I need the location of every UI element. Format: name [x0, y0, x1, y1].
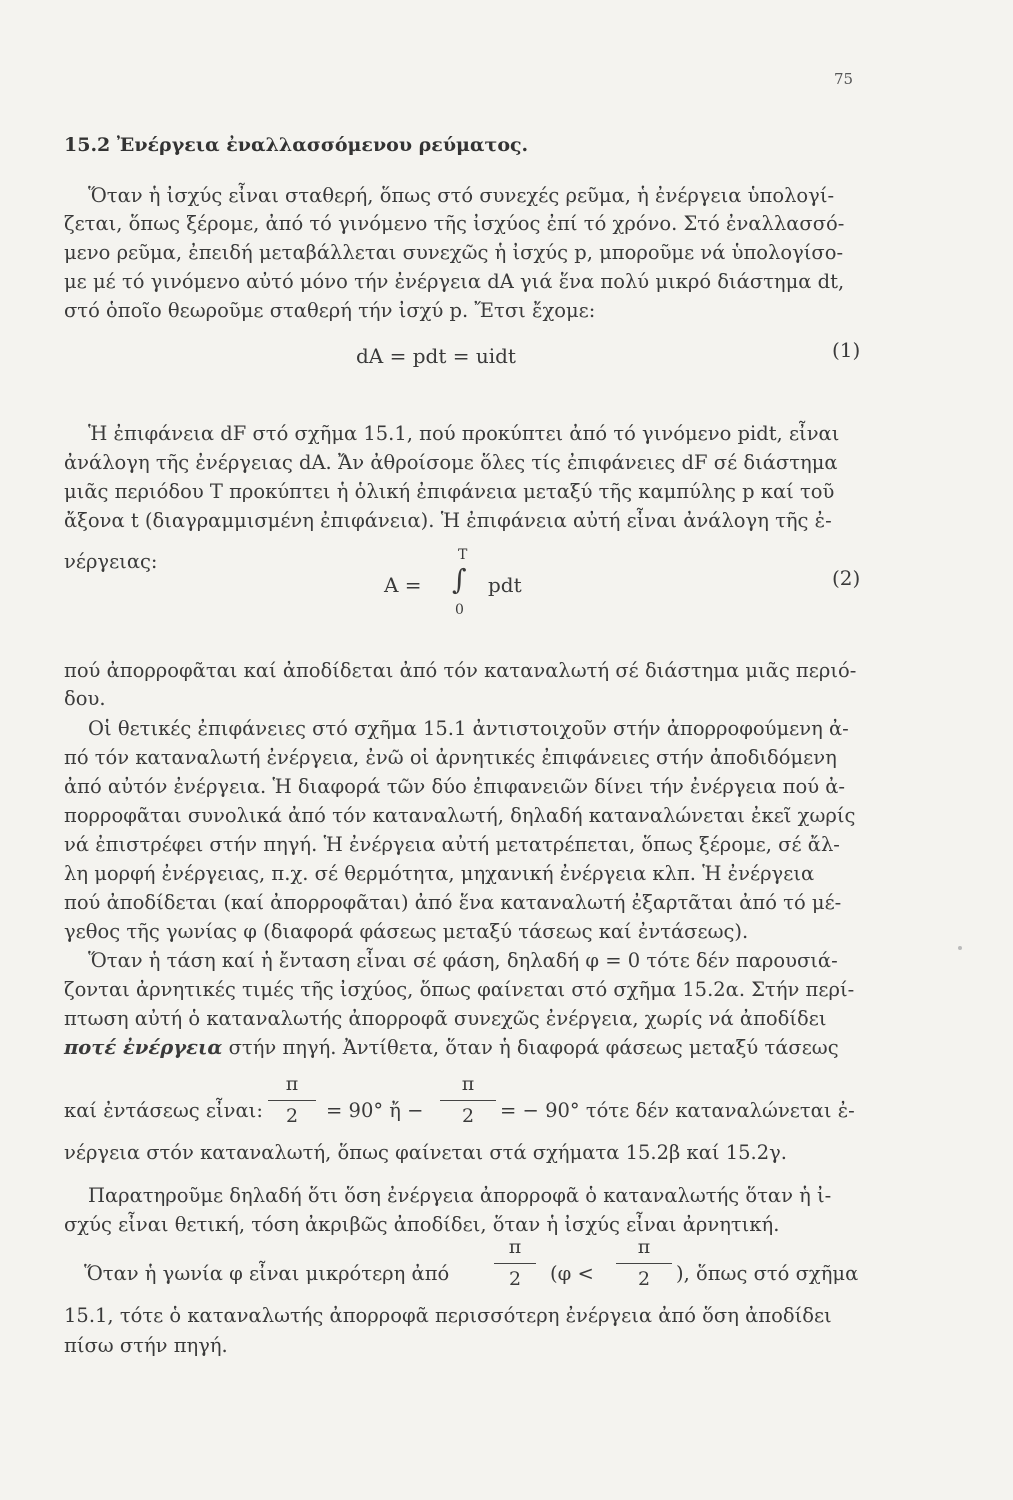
text-line — [64, 1038, 839, 1058]
fraction-bar — [268, 1100, 316, 1101]
text-line: νέργειας: — [64, 550, 158, 573]
emphasis-text: ποτέ ἐνέργεια — [64, 1036, 223, 1059]
text-line: 15.1, τότε ὁ καταναλωτής ἀπορροφᾶ περισσότερη ἐνέργεια ἀπό ὅση ἀποδίδει — [64, 1304, 832, 1327]
text-line: Ὅταν ἡ ἰσχύς εἶναι σταθερή, ὅπως στό συνεχές ρεῦμα, ἡ ἐνέργεια ὑπολογί- — [88, 184, 835, 207]
text-line: σχύς εἶναι θετική, τόση ἀκριβῶς ἀποδίδει, ὅταν ἡ ἰσχύς εἶναι ἀρνητική. — [64, 1213, 780, 1236]
text-line: πό τόν καταναλωτή ἐνέργεια, ἐνῶ οἱ ἀρνητικές ἐπιφάνειες στήν ἀποδιδόμενη — [64, 746, 837, 769]
page-number: 75 — [834, 70, 854, 88]
integral-upper-limit: T — [458, 547, 468, 563]
text-line: μιᾶς περιόδου T προκύπτει ἡ ὁλική ἐπιφάνεια μεταξύ τῆς καμπύλης p καί τοῦ — [64, 480, 835, 503]
text-line: καί ἐντάσεως εἶναι: — [64, 1099, 263, 1122]
text-line: ), ὅπως στό σχῆμα — [676, 1262, 859, 1285]
text-line: ἄξονα t (διαγραμμισμένη ἐπιφάνεια). Ἡ ἐπιφάνεια αὐτή εἶναι ἀνάλογη τῆς ἐ- — [64, 509, 832, 532]
text-line: ἀνάλογη τῆς ἐνέργειας dA. Ἄν ἀθροίσομε ὅλες τίς ἐπιφάνειες dF σέ διάστημα — [64, 451, 838, 474]
text-line: πτωση αὐτή ὁ καταναλωτής ἀπορροφᾶ συνεχῶς ἐνέργεια, χωρίς νά ἀποδίδει — [64, 1007, 827, 1030]
text-line: (φ < — [550, 1262, 594, 1285]
text-line: μενο ρεῦμα, ἐπειδή μεταβάλλεται συνεχῶς ἡ ἰσχύς p, μποροῦμε νά ὑπολογίσο- — [64, 241, 844, 264]
fraction-pi-over-2 — [440, 1075, 496, 1126]
text-line: = − 90° τότε δέν καταναλώνεται ἐ- — [500, 1099, 855, 1122]
text-line: δου. — [64, 687, 106, 710]
text-line: Οἱ θετικές ἐπιφάνειες στό σχῆμα 15.1 ἀντιστοιχοῦν στήν ἀπορροφούμενη ἀ- — [88, 717, 849, 740]
text-line: νέργεια στόν καταναλωτή, ὅπως φαίνεται στά σχήματα 15.2β καί 15.2γ. — [64, 1141, 787, 1164]
text-line: = 90° ἤ − — [326, 1099, 424, 1122]
equation-2-lhs: A = — [384, 573, 422, 597]
print-speck — [958, 946, 962, 950]
text-span: στήν πηγή. Ἀντίθετα, ὅταν ἡ διαφορά φάσεως μεταξύ τάσεως — [222, 1036, 839, 1059]
text-line: πού ἀποδίδεται (καί ἀπορροφᾶται) ἀπό ἕνα καταναλωτή ἐξαρτᾶται ἀπό τό μέ- — [64, 891, 842, 914]
fraction-pi-over-2 — [494, 1238, 536, 1289]
text-line: Ὅταν ἡ τάση καί ἡ ἔνταση εἶναι σέ φάση, δηλαδή φ = 0 τότε δέν παρουσιά- — [88, 949, 838, 972]
fraction-pi-over-2 — [268, 1075, 316, 1126]
section-heading: 15.2 Ἐνέργεια ἐναλλασσόμενου ρεύματος. — [64, 134, 529, 156]
text-line: νά ἐπιστρέφει στήν πηγή. Ἡ ἐνέργεια αὐτή μετατρέπεται, ὅπως ξέρομε, σέ ἄλ- — [64, 833, 840, 856]
fraction-bar — [494, 1263, 536, 1264]
fraction-numerator: π — [461, 1073, 475, 1095]
integral-sign: ∫ — [452, 563, 467, 596]
text-line: πορροφᾶται συνολικά ἀπό τόν καταναλωτή, δηλαδή καταναλώνεται ἐκεῖ χωρίς — [64, 804, 856, 827]
fraction-numerator: π — [637, 1236, 651, 1258]
text-line: Ἡ ἐπιφάνεια dF στό σχῆμα 15.1, πού προκύπτει ἀπό τό γινόμενο pidt, εἶναι — [88, 422, 840, 445]
text-line: με μέ τό γινόμενο αὐτό μόνο τήν ἐνέργεια dA γιά ἕνα πολύ μικρό διάστημα dt, — [64, 270, 845, 293]
text-line: στό ὁποῖο θεωροῦμε σταθερή τήν ἰσχύ p. Ἔτσι ἔχομε: — [64, 299, 596, 322]
fraction-numerator: π — [508, 1236, 522, 1258]
text-line: λη μορφή ἐνέργειας, π.χ. σέ θερμότητα, μηχανική ἐνέργεια κλπ. Ἡ ἐνέργεια — [64, 862, 815, 885]
fraction-bar — [616, 1263, 672, 1264]
fraction-bar — [440, 1100, 496, 1101]
text-line: Παρατηροῦμε δηλαδή ὅτι ὅση ἐνέργεια ἀπορροφᾶ ὁ καταναλωτής ὅταν ἡ ἰ- — [88, 1184, 832, 1207]
text-line: γεθος τῆς γωνίας φ (διαφορά φάσεως μεταξύ τάσεως καί ἐντάσεως). — [64, 920, 749, 943]
equation-2-integrand: pdt — [488, 573, 522, 597]
equation-1: dA = pdt = uidt — [356, 344, 516, 368]
equation-2-label: (2) — [832, 566, 861, 590]
text-line: ζεται, ὅπως ξέρομε, ἀπό τό γινόμενο τῆς ἰσχύος ἐπί τό χρόνο. Στό ἐναλλασσό- — [64, 212, 845, 235]
fraction-denominator: 2 — [508, 1268, 522, 1290]
fraction-denominator: 2 — [461, 1105, 475, 1127]
text-line: πού ἀπορροφᾶται καί ἀποδίδεται ἀπό τόν καταναλωτή σέ διάστημα μιᾶς περιό- — [64, 659, 857, 682]
text-line: πίσω στήν πηγή. — [64, 1334, 228, 1357]
text-line: Ὅταν ἡ γωνία φ εἶναι μικρότερη ἀπό — [84, 1262, 450, 1285]
text-line: ζονται ἀρνητικές τιμές τῆς ἰσχύος, ὅπως φαίνεται στό σχῆμα 15.2α. Στήν περί- — [64, 978, 855, 1001]
fraction-pi-over-2 — [616, 1238, 672, 1289]
fraction-denominator: 2 — [285, 1105, 299, 1127]
fraction-denominator: 2 — [637, 1268, 651, 1290]
text-line: ἀπό αὐτόν ἐνέργεια. Ἡ διαφορά τῶν δύο ἐπιφανειῶν δίνει τήν ἐνέργεια πού ἀ- — [64, 775, 846, 798]
fraction-numerator: π — [285, 1073, 299, 1095]
equation-1-label: (1) — [832, 338, 861, 362]
integral-lower-limit: 0 — [455, 602, 464, 618]
